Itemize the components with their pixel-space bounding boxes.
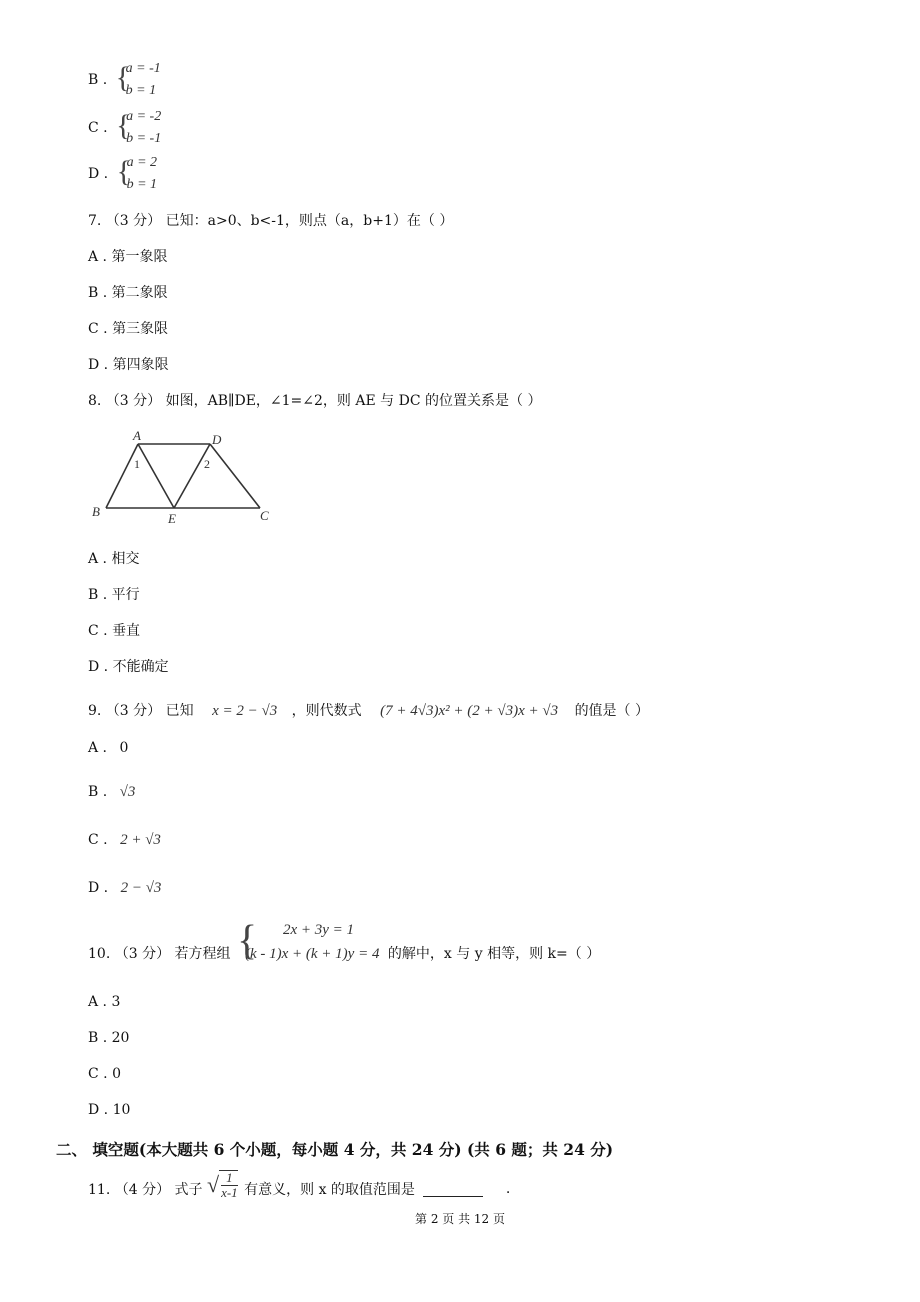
q10-eq1: 2x + 3y = 1 [282, 922, 355, 938]
q9-option-b-value: √3 [119, 784, 136, 800]
q8-label-angle1: 1 [134, 457, 140, 471]
q8-label-angle2: 2 [204, 457, 210, 471]
q8-line-ab [106, 444, 138, 508]
q11-suffix: 有意义，则 x 的取值范围是 [244, 1182, 415, 1198]
q9-option-a-value: 0 [119, 740, 129, 756]
q9-option-c-label: C . [88, 832, 108, 848]
q8-line-ae [138, 444, 174, 508]
page-footer: 第 2 页 共 12 页 [415, 1212, 505, 1226]
q11-radical: √ $\frac{1}{x-1}$ [206, 1170, 238, 1200]
q6-option-d-label: D . [88, 166, 109, 182]
q9-option-d-label: D . [88, 880, 109, 896]
q7-option-b: B . 第二象限 [88, 285, 168, 301]
q6-option-d-eq1: a = 2 [126, 155, 158, 170]
q6-option-c-eq1: a = -2 [126, 109, 162, 124]
q9-option-b-label: B . [88, 784, 108, 800]
q9-option-d [88, 880, 161, 897]
q9-option-a-label: A . [88, 740, 108, 756]
q8-option-c: C . 垂直 [88, 623, 141, 639]
q6-option-c-system: { a = -2 b = -1 [126, 106, 161, 150]
q8-label-c: C [260, 508, 269, 523]
q6-option-b-system: { a = -1 b = 1 [126, 58, 161, 102]
q7-option-c: C . 第三象限 [88, 321, 169, 337]
q6-option-c-label: C . [88, 120, 108, 136]
q10-option-c: C . 0 [88, 1066, 121, 1082]
q8-option-a: A . 相交 [88, 551, 140, 567]
q9-option-a [88, 740, 128, 756]
q6-option-d-system: { a = 2 b = 1 [127, 152, 157, 196]
q9-option-c [88, 832, 161, 849]
q10-eq2: (k - 1)x + (k + 1)y = 4 [244, 946, 380, 962]
q8-label-d: D [212, 432, 222, 447]
q9-option-c-value: 2 + √3 [120, 832, 161, 848]
q8-option-b: B . 平行 [88, 587, 140, 603]
q10-prefix: 10. （3 分） 若方程组 [88, 946, 231, 962]
q9-option-b [88, 784, 135, 801]
q8-stem: 8. （3 分） 如图，AB∥DE，∠1=∠2，则 AE 与 DC 的位置关系是（ ） [88, 393, 542, 409]
q11-denominator: x-1 [221, 1185, 238, 1200]
q9-suffix: 的值是（ ） [574, 703, 650, 719]
q11-end: . [505, 1181, 511, 1197]
q11-answer-blank[interactable] [423, 1182, 483, 1197]
q8-label-a: A [133, 428, 141, 443]
q9-expression: (7 + 4√3)x² + (2 + √3)x + √3 [380, 703, 559, 719]
q6-option-b-eq2: b = 1 [125, 83, 157, 98]
q10-suffix: 的解中，x 与 y 相等，则 k=（ ） [387, 946, 601, 962]
q10-option-a: A . 3 [88, 994, 121, 1010]
q9-given: x = 2 − √3 [212, 703, 278, 719]
q7-option-a: A . 第一象限 [88, 249, 168, 265]
q8-line-de [174, 444, 210, 508]
q10-stem [88, 918, 600, 966]
q9-middle: ，则代数式 [291, 703, 362, 719]
q10-option-d: D . 10 [88, 1102, 131, 1118]
q8-label-e: E [168, 511, 176, 526]
q7-option-d: D . 第四象限 [88, 357, 169, 373]
q10-option-b: B . 20 [88, 1030, 130, 1046]
q6-option-d [88, 152, 157, 196]
section-2-title: 二、 填空题(本大题共 6 个小题，每小题 4 分，共 24 分) (共 6 题；共 24 分) [56, 1140, 614, 1159]
q6-option-b-eq1: a = -1 [125, 61, 161, 76]
q8-option-d: D . 不能确定 [88, 659, 169, 675]
q6-option-b [88, 58, 161, 102]
q11-prefix: 11. （4 分） 式子 [88, 1182, 203, 1198]
q11-stem [88, 1170, 510, 1200]
q7-stem: 7. （3 分） 已知：a>0、b<-1，则点（a，b+1）在（ ） [88, 213, 454, 229]
q9-stem [88, 700, 649, 720]
q9-prefix: 9. （3 分） 已知 [88, 703, 194, 719]
q8-label-b: B [92, 504, 100, 519]
q6-option-d-eq2: b = 1 [126, 177, 158, 192]
q8-figure [88, 426, 278, 526]
q8-line-dc [210, 444, 260, 508]
q10-system: { 2x + 3y = 1 (k - 1)x + (k + 1)y = 4 [236, 918, 380, 964]
q6-option-b-label: B . [88, 72, 108, 88]
q6-option-c [88, 106, 161, 150]
q6-option-c-eq2: b = -1 [126, 131, 162, 146]
q9-option-d-value: 2 − √3 [120, 880, 162, 896]
q11-numerator: 1 [221, 1171, 238, 1186]
